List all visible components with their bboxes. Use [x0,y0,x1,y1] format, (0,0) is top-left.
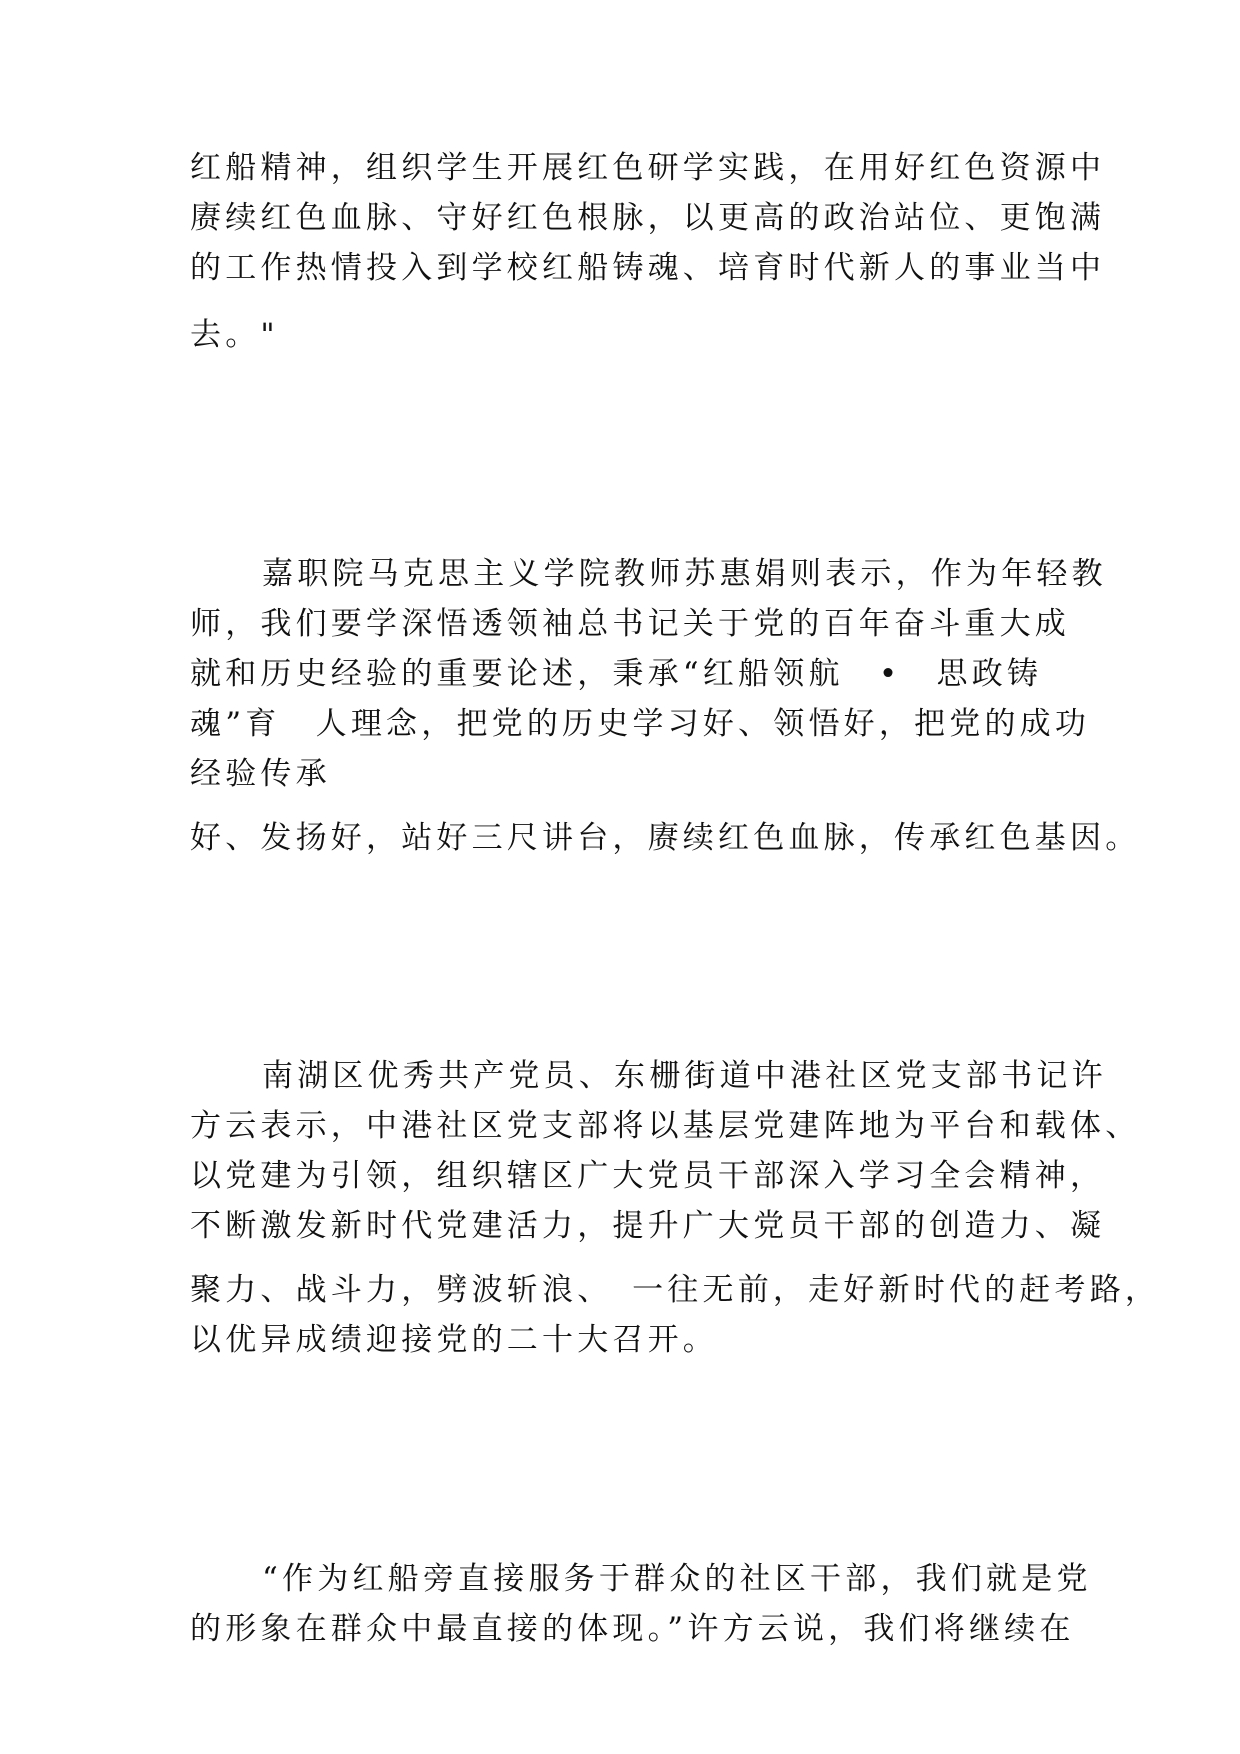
paragraph-line: 不断激发新时代党建活力，提升广大党员干部的创造力、凝 [190,1208,1106,1244]
paragraph-line: 方云表示，中港社区党支部将以基层党建阵地为平台和载体、 [190,1108,1141,1144]
paragraph-line: 赓续红色血脉、守好红色根脉，以更高的政治站位、更饱满 [190,200,1106,236]
paragraph-line: 以优异成绩迎接党的二十大召开。 [190,1322,718,1358]
paragraph-line: 就和历史经验的重要论述，秉承“红船领航 • 思政铸 [190,656,1043,692]
paragraph-line: 的工作热情投入到学校红船铸魂、培育时代新人的事业当中 [190,250,1106,286]
paragraph-line: 的形象在群众中最直接的体现。”许方云说，我们将继续在 [190,1611,1075,1647]
paragraph-line: 嘉职院马克思主义学院教师苏惠娟则表示，作为年轻教 [262,556,1107,592]
paragraph-line: 师，我们要学深悟透领袖总书记关于党的百年奋斗重大成 [190,606,1070,642]
paragraph-line: 以党建为引领，组织辖区广大党员干部深入学习全会精神， [190,1158,1106,1194]
paragraph-line: “作为红船旁直接服务于群众的社区干部，我们就是党 [262,1561,1092,1597]
paragraph-line: 去。" [190,317,279,353]
paragraph-line: 聚力、战斗力，劈波斩浪、 一往无前，走好新时代的赶考路， [190,1272,1161,1308]
paragraph-line: 好、发扬好，站好三尺讲台，赓续红色血脉，传承红色基因。 [190,820,1141,856]
paragraph-line: 经验传承 [190,756,331,792]
paragraph-line: 南湖区优秀共产党员、东栅街道中港社区党支部书记许 [262,1058,1107,1094]
paragraph-line: 红船精神，组织学生开展红色研学实践，在用好红色资源中 [190,150,1106,186]
paragraph-line: 魂”育 人理念，把党的历史学习好、领悟好，把党的成功 [190,706,1091,742]
